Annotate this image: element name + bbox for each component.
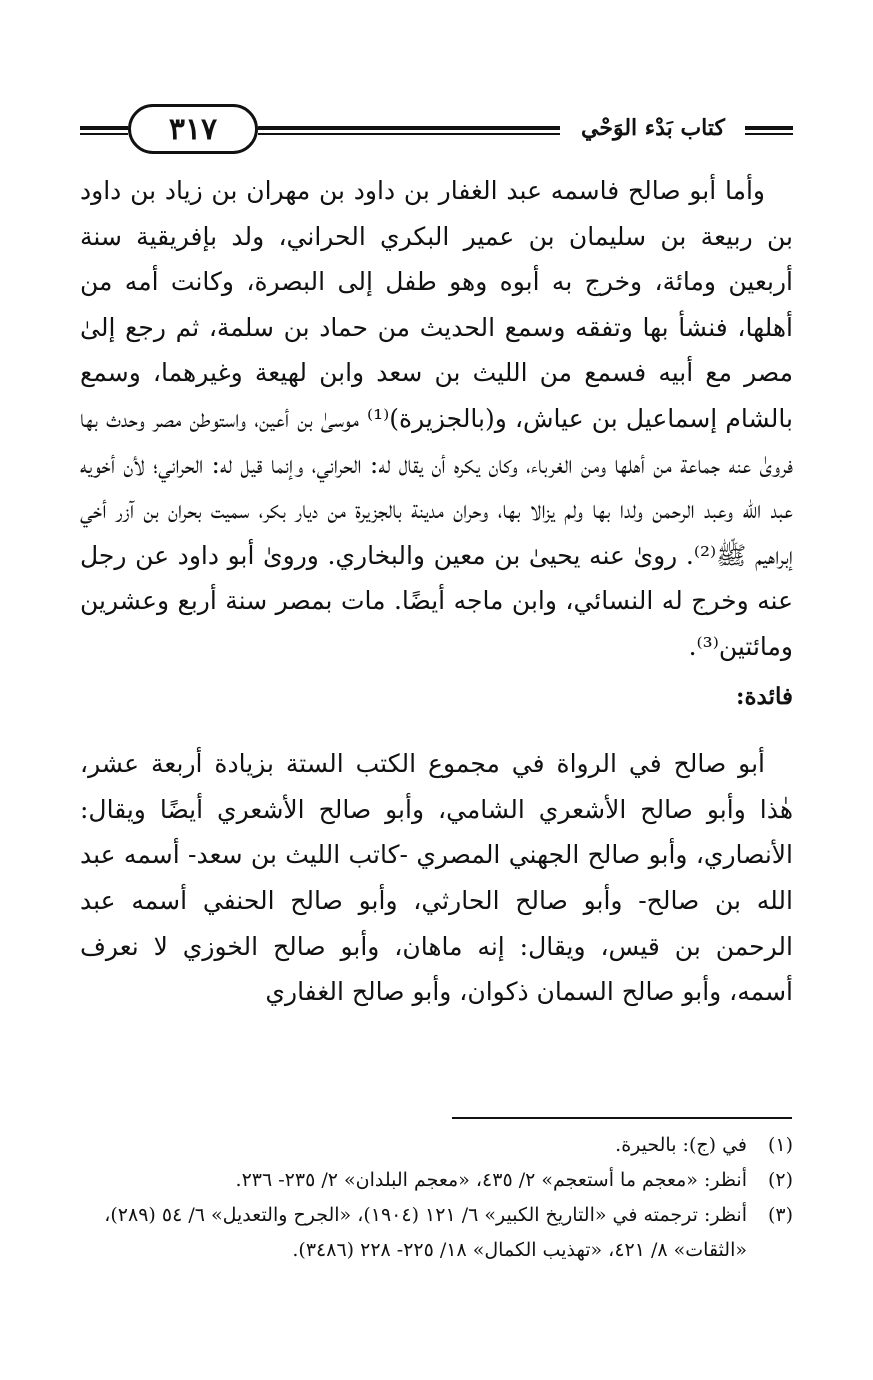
footnote-number: (١) <box>767 1134 793 1156</box>
page-header <box>80 100 793 160</box>
main-text <box>80 168 793 1015</box>
header-rule-thick-right <box>745 126 793 130</box>
header-rule-thick-middle <box>258 126 560 130</box>
page-number-badge <box>128 104 258 154</box>
footnote-text: في (ج): بالحيرة. <box>615 1134 747 1156</box>
footnote-text: أنظر: ترجمته في «التاريخ الكبير» ٦/ ١٢١ (١٩٠٤)، «الجرح والتعديل» ٦/ ٥٤ (٢٨٩)، «الثقات» ٨/ ٤٢١، «تهذيب الكمال» ١٨/ ٢٢٥- ٢٢٨ (٣٤٨٦). <box>104 1204 747 1261</box>
footnote-number: (٣) <box>767 1204 793 1226</box>
footnotes <box>80 1128 793 1268</box>
header-rule-thin-middle <box>258 133 560 135</box>
header-rule-thin-left <box>80 133 128 135</box>
footnote <box>80 1198 793 1268</box>
running-title: كتاب بَدْء الوَحْي <box>581 115 725 141</box>
footnote <box>80 1128 793 1163</box>
body-paragraph-after-heading: أبو صالح في الرواة في مجموع الكتب الستة بزيادة أربعة عشر، هٰذا وأبو صالح الأشعري الشامي، وأبو صالح الأشعري أيضًا ويقال: الأنصاري، وأبو صالح الجهني المصري -كاتب الليث بن سعد- أسمه عبد الله بن صالح- وأبو صالح الحارثي، وأبو صالح الحنفي أسمه عبد الرحمن بن قيس، ويقال: إنه ماهان، وأبو صالح الخوزي لا نعرف أسمه، وأبو صالح السمان ذكوان، وأبو صالح الغفاري <box>80 749 793 1007</box>
page-number: ٣١٧ <box>168 111 218 147</box>
header-rule-thick-left <box>80 126 128 130</box>
footnote-number: (٢) <box>767 1169 793 1191</box>
footnote-separator <box>452 1117 792 1119</box>
section-heading: فائدة: <box>735 682 793 710</box>
footnote-text: أنظر: «معجم ما أستعجم» ٢/ ٤٣٥، «معجم البلدان» ٢/ ٢٣٥- ٢٣٦. <box>235 1169 747 1191</box>
footnote <box>80 1163 793 1198</box>
body-paragraph: وأما أبو صالح فاسمه عبد الغفار بن داود بن مهران بن زياد بن داود بن ربيعة بن سليمان بن عمير البكري الحراني، ولد بإفريقية سنة أربعين ومائة، وخرج به أبوه وهو طفل إلى البصرة، وكانت أمه من أهلها، فنشأ بها وتفقه وسمع الحديث من حماد بن سلمة، ثم رجع إلىٰ مصر مع أبيه فسمع من الليث بن سعد وابن لهيعة وغيرهما، وسمع بالشام إسماعيل بن عياش، و(بالجزيرة)⁽¹⁾ موسىٰ بن أعين، واستوطن مصر وحدث بها فروىٰ عنه جماعة من أهلها ومن الغرباء، وكان يكره أن يقال له: الحراني، وإنما قيل له: الحراني؛ لأن أخويه عبد الله وعبد الرحمن ولدا بها ولم يزالا بها، وحران مدينة بالجزيرة من ديار بكر، سميت بحران بن آزر أخي إبراهيم ﷺ⁽²⁾. روىٰ عنه يحيىٰ بن معين والبخاري. وروىٰ أبو داود عن رجل عنه وخرج له النسائي، وابن ماجه أيضًا. مات بمصر سنة أربع وعشرين ومائتين⁽³⁾. <box>80 176 793 661</box>
header-rule-thin-right <box>745 133 793 135</box>
